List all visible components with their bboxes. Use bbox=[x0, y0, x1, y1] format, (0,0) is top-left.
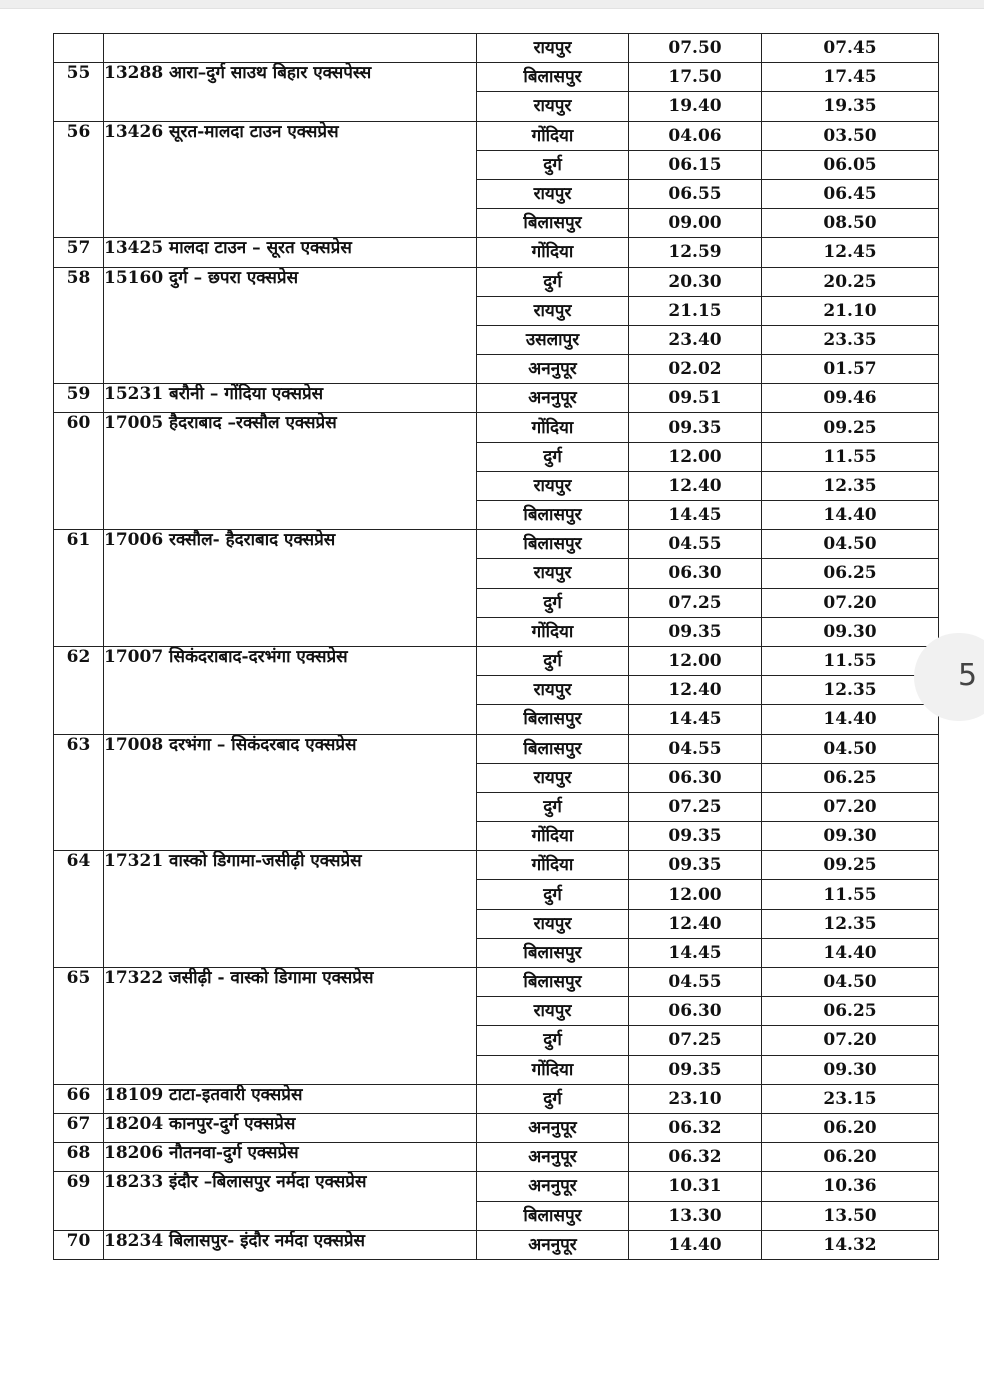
serial-number: 56 bbox=[54, 121, 104, 238]
arrival-time: 07.25 bbox=[629, 588, 762, 617]
arrival-time: 14.45 bbox=[629, 705, 762, 734]
station-name: रायपुर bbox=[477, 179, 629, 208]
departure-time: 20.25 bbox=[762, 267, 939, 296]
station-name: बिलासपुर bbox=[477, 501, 629, 530]
departure-time: 09.30 bbox=[762, 617, 939, 646]
station-name: दुर्ग bbox=[477, 792, 629, 821]
departure-time: 19.35 bbox=[762, 92, 939, 121]
station-name: गोंदिया bbox=[477, 617, 629, 646]
departure-time: 06.25 bbox=[762, 559, 939, 588]
departure-time: 06.25 bbox=[762, 997, 939, 1026]
station-name: दुर्ग bbox=[477, 150, 629, 179]
departure-time: 07.20 bbox=[762, 1026, 939, 1055]
departure-time: 14.40 bbox=[762, 501, 939, 530]
station-name: अननुपूर bbox=[477, 1172, 629, 1201]
serial-number: 60 bbox=[54, 413, 104, 530]
arrival-time: 14.45 bbox=[629, 501, 762, 530]
arrival-time: 02.02 bbox=[629, 355, 762, 384]
station-name: रायपुर bbox=[477, 34, 629, 63]
station-name: रायपुर bbox=[477, 559, 629, 588]
departure-time: 14.40 bbox=[762, 705, 939, 734]
serial-number: 66 bbox=[54, 1084, 104, 1113]
train-name: 13426 सूरत-मालदा टाउन एक्सप्रेस bbox=[104, 121, 477, 238]
table-row bbox=[54, 384, 939, 413]
station-name: बिलासपुर bbox=[477, 1201, 629, 1230]
departure-time: 23.15 bbox=[762, 1084, 939, 1113]
page-number: 5 bbox=[958, 658, 978, 693]
arrival-time: 06.55 bbox=[629, 179, 762, 208]
table-row bbox=[54, 734, 939, 763]
departure-time: 11.55 bbox=[762, 880, 939, 909]
station-name: दुर्ग bbox=[477, 267, 629, 296]
departure-time: 06.05 bbox=[762, 150, 939, 179]
departure-time: 12.35 bbox=[762, 676, 939, 705]
station-name: रायपुर bbox=[477, 909, 629, 938]
departure-time: 11.55 bbox=[762, 442, 939, 471]
departure-time: 04.50 bbox=[762, 734, 939, 763]
arrival-time: 07.25 bbox=[629, 792, 762, 821]
departure-time: 08.50 bbox=[762, 209, 939, 238]
train-name: 18234 बिलासपुर- इंदौर नर्मदा एक्सप्रेस bbox=[104, 1230, 477, 1259]
train-name: 17005 हैदराबाद –रक्सौल एक्सप्रेस bbox=[104, 413, 477, 530]
serial-number: 69 bbox=[54, 1172, 104, 1230]
arrival-time: 06.30 bbox=[629, 997, 762, 1026]
departure-time: 12.45 bbox=[762, 238, 939, 267]
station-name: रायपुर bbox=[477, 676, 629, 705]
arrival-time: 13.30 bbox=[629, 1201, 762, 1230]
arrival-time: 12.00 bbox=[629, 442, 762, 471]
table-row bbox=[54, 530, 939, 559]
departure-time: 04.50 bbox=[762, 968, 939, 997]
station-name: दुर्ग bbox=[477, 588, 629, 617]
train-name: 18204 कानपुर-दुर्ग एक्सप्रेस bbox=[104, 1113, 477, 1142]
station-name: गोंदिया bbox=[477, 121, 629, 150]
train-name: 15231 बरौनी – गोंदिया एक्सप्रेस bbox=[104, 384, 477, 413]
table-row bbox=[54, 851, 939, 880]
departure-time: 21.10 bbox=[762, 296, 939, 325]
table-row bbox=[54, 267, 939, 296]
serial-number: 70 bbox=[54, 1230, 104, 1259]
station-name: गोंदिया bbox=[477, 1055, 629, 1084]
departure-time: 12.35 bbox=[762, 471, 939, 500]
table-row bbox=[54, 1230, 939, 1259]
train-name: 18109 टाटा-इतवारी एक्सप्रेस bbox=[104, 1084, 477, 1113]
station-name: बिलासपुर bbox=[477, 938, 629, 967]
departure-time: 12.35 bbox=[762, 909, 939, 938]
arrival-time: 06.30 bbox=[629, 559, 762, 588]
station-name: रायपुर bbox=[477, 997, 629, 1026]
arrival-time: 12.00 bbox=[629, 646, 762, 675]
train-name: 18206 नौतनवा-दुर्ग एक्सप्रेस bbox=[104, 1143, 477, 1172]
departure-time: 17.45 bbox=[762, 63, 939, 92]
arrival-time: 20.30 bbox=[629, 267, 762, 296]
serial-number: 67 bbox=[54, 1113, 104, 1142]
top-bar bbox=[0, 0, 984, 9]
station-name: बिलासपुर bbox=[477, 705, 629, 734]
arrival-time: 12.00 bbox=[629, 880, 762, 909]
station-name: अननुपूर bbox=[477, 384, 629, 413]
departure-time: 14.40 bbox=[762, 938, 939, 967]
arrival-time: 12.59 bbox=[629, 238, 762, 267]
train-name: 18233 इंदौर –बिलासपुर नर्मदा एक्सप्रेस bbox=[104, 1172, 477, 1230]
station-name: दुर्ग bbox=[477, 646, 629, 675]
departure-time: 07.20 bbox=[762, 588, 939, 617]
departure-time: 01.57 bbox=[762, 355, 939, 384]
departure-time: 13.50 bbox=[762, 1201, 939, 1230]
station-name: अननुपूर bbox=[477, 1113, 629, 1142]
arrival-time: 09.35 bbox=[629, 617, 762, 646]
table-row bbox=[54, 121, 939, 150]
station-name: बिलासपुर bbox=[477, 209, 629, 238]
station-name: बिलासपुर bbox=[477, 63, 629, 92]
station-name: दुर्ग bbox=[477, 442, 629, 471]
serial-number: 68 bbox=[54, 1143, 104, 1172]
departure-time: 06.45 bbox=[762, 179, 939, 208]
arrival-time: 06.32 bbox=[629, 1113, 762, 1142]
arrival-time: 23.10 bbox=[629, 1084, 762, 1113]
station-name: अननुपूर bbox=[477, 355, 629, 384]
serial-number bbox=[54, 34, 104, 63]
arrival-time: 04.55 bbox=[629, 530, 762, 559]
station-name: बिलासपुर bbox=[477, 734, 629, 763]
arrival-time: 17.50 bbox=[629, 63, 762, 92]
departure-time: 06.20 bbox=[762, 1143, 939, 1172]
arrival-time: 04.06 bbox=[629, 121, 762, 150]
arrival-time: 04.55 bbox=[629, 968, 762, 997]
train-name: 15160 दुर्ग – छपरा एक्सप्रेस bbox=[104, 267, 477, 384]
table-row bbox=[54, 646, 939, 675]
arrival-time: 06.30 bbox=[629, 763, 762, 792]
train-name: 17321 वास्को डिगामा-जसीढ़ी एक्सप्रेस bbox=[104, 851, 477, 968]
arrival-time: 09.35 bbox=[629, 413, 762, 442]
station-name: दुर्ग bbox=[477, 880, 629, 909]
train-name: 17006 रक्सौल- हैदराबाद एक्सप्रेस bbox=[104, 530, 477, 647]
table-row bbox=[54, 34, 939, 63]
station-name: रायपुर bbox=[477, 763, 629, 792]
serial-number: 57 bbox=[54, 238, 104, 267]
station-name: उसलापुर bbox=[477, 325, 629, 354]
timetable-body bbox=[54, 34, 939, 1260]
table-row bbox=[54, 1084, 939, 1113]
arrival-time: 10.31 bbox=[629, 1172, 762, 1201]
departure-time: 07.20 bbox=[762, 792, 939, 821]
train-name: 17008 दरभंगा – सिकंदरबाद एक्सप्रेस bbox=[104, 734, 477, 851]
serial-number: 61 bbox=[54, 530, 104, 647]
station-name: दुर्ग bbox=[477, 1084, 629, 1113]
arrival-time: 21.15 bbox=[629, 296, 762, 325]
station-name: गोंदिया bbox=[477, 413, 629, 442]
departure-time: 23.35 bbox=[762, 325, 939, 354]
station-name: अननुपूर bbox=[477, 1230, 629, 1259]
timetable bbox=[53, 33, 939, 1260]
station-name: गोंदिया bbox=[477, 822, 629, 851]
departure-time: 09.25 bbox=[762, 413, 939, 442]
table-row bbox=[54, 968, 939, 997]
station-name: अननुपूर bbox=[477, 1143, 629, 1172]
station-name: बिलासपुर bbox=[477, 530, 629, 559]
station-name: गोंदिया bbox=[477, 238, 629, 267]
arrival-time: 23.40 bbox=[629, 325, 762, 354]
departure-time: 10.36 bbox=[762, 1172, 939, 1201]
train-name: 13288 आरा–दुर्ग साउथ बिहार एक्सपेस्स bbox=[104, 63, 477, 121]
departure-time: 09.30 bbox=[762, 822, 939, 851]
arrival-time: 09.35 bbox=[629, 1055, 762, 1084]
arrival-time: 14.40 bbox=[629, 1230, 762, 1259]
station-name: गोंदिया bbox=[477, 851, 629, 880]
station-name: बिलासपुर bbox=[477, 968, 629, 997]
table-row bbox=[54, 1143, 939, 1172]
departure-time: 09.25 bbox=[762, 851, 939, 880]
serial-number: 55 bbox=[54, 63, 104, 121]
station-name: रायपुर bbox=[477, 471, 629, 500]
serial-number: 64 bbox=[54, 851, 104, 968]
departure-time: 06.20 bbox=[762, 1113, 939, 1142]
arrival-time: 09.35 bbox=[629, 822, 762, 851]
table-row bbox=[54, 1172, 939, 1201]
station-name: रायपुर bbox=[477, 92, 629, 121]
arrival-time: 09.00 bbox=[629, 209, 762, 238]
train-name: 13425 मालदा टाउन – सूरत एक्सप्रेस bbox=[104, 238, 477, 267]
arrival-time: 06.15 bbox=[629, 150, 762, 179]
departure-time: 06.25 bbox=[762, 763, 939, 792]
serial-number: 58 bbox=[54, 267, 104, 384]
arrival-time: 12.40 bbox=[629, 471, 762, 500]
table-row bbox=[54, 413, 939, 442]
serial-number: 62 bbox=[54, 646, 104, 734]
departure-time: 14.32 bbox=[762, 1230, 939, 1259]
departure-time: 11.55 bbox=[762, 646, 939, 675]
departure-time: 09.46 bbox=[762, 384, 939, 413]
serial-number: 63 bbox=[54, 734, 104, 851]
arrival-time: 06.32 bbox=[629, 1143, 762, 1172]
station-name: रायपुर bbox=[477, 296, 629, 325]
arrival-time: 14.45 bbox=[629, 938, 762, 967]
train-name bbox=[104, 34, 477, 63]
arrival-time: 12.40 bbox=[629, 909, 762, 938]
arrival-time: 09.35 bbox=[629, 851, 762, 880]
arrival-time: 19.40 bbox=[629, 92, 762, 121]
serial-number: 65 bbox=[54, 968, 104, 1085]
departure-time: 04.50 bbox=[762, 530, 939, 559]
departure-time: 03.50 bbox=[762, 121, 939, 150]
departure-time: 09.30 bbox=[762, 1055, 939, 1084]
table-row bbox=[54, 63, 939, 92]
table-row bbox=[54, 238, 939, 267]
arrival-time: 07.25 bbox=[629, 1026, 762, 1055]
arrival-time: 12.40 bbox=[629, 676, 762, 705]
serial-number: 59 bbox=[54, 384, 104, 413]
arrival-time: 09.51 bbox=[629, 384, 762, 413]
departure-time: 07.45 bbox=[762, 34, 939, 63]
station-name: दुर्ग bbox=[477, 1026, 629, 1055]
arrival-time: 04.55 bbox=[629, 734, 762, 763]
arrival-time: 07.50 bbox=[629, 34, 762, 63]
table-row bbox=[54, 1113, 939, 1142]
train-name: 17322 जसीढ़ी - वास्को डिगामा एक्सप्रेस bbox=[104, 968, 477, 1085]
train-name: 17007 सिकंदराबाद-दरभंगा एक्सप्रेस bbox=[104, 646, 477, 734]
